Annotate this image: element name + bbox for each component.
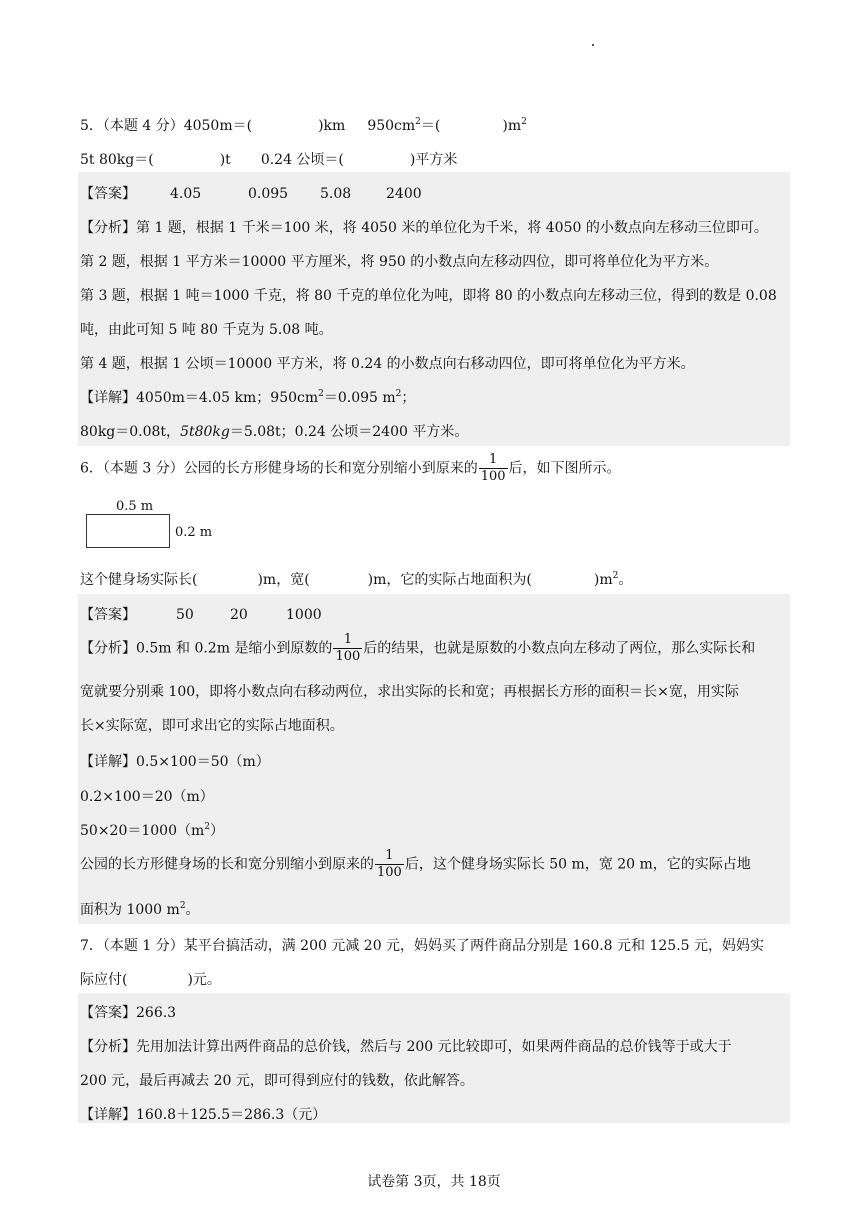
q6-answer	[80, 604, 322, 624]
q7-analysis-line1: 【分析】先用加法计算出两件商品的总价钱，然后与 200 元比较即可，如果两件商品的总价钱等于或大于	[80, 1039, 732, 1055]
superscript: 2	[179, 901, 186, 911]
detail-italic: 5t80kg	[180, 424, 230, 440]
q5-analysis-line: 第 4 题，根据 1 公顷＝10000 平方米，将 0.24 的小数点向右移动四位，即可将单位化为平方米。	[80, 356, 695, 372]
conclusion-text: 。	[185, 902, 200, 918]
detail-text: ；	[401, 390, 416, 406]
figure-length-label: 0.5 m	[116, 499, 154, 514]
superscript: 2	[204, 822, 210, 832]
q5-detail-line2	[80, 421, 468, 441]
q7-analysis-line2: 200 元，最后再减去 20 元，即可得到应付的钱数，依此解答。	[80, 1073, 474, 1089]
fraction-denominator: 100	[480, 469, 506, 484]
answer-value: 20	[230, 607, 248, 623]
q6-blank-text: )m，宽(	[257, 572, 310, 588]
answer-label: 【答案】	[80, 186, 136, 202]
answer-value: 5.08	[320, 186, 352, 202]
fraction	[333, 632, 362, 665]
q7-stem-text: 际应付(	[80, 972, 128, 988]
answer-value: 4.05	[170, 186, 202, 202]
fraction-numerator: 1	[479, 452, 508, 469]
q6-analysis-line3: 长×实际宽，即可求出它的实际占地面积。	[80, 718, 344, 734]
q6-blanks	[80, 569, 632, 589]
equals: ＝(	[420, 118, 441, 134]
detail-text: 50×20＝1000（m	[80, 823, 205, 839]
conclusion-text: 面积为 1000 m	[80, 902, 180, 918]
unit-m2: )m	[502, 118, 522, 134]
q7-stem-line2	[80, 969, 221, 989]
q5-part2: 950cm	[367, 118, 416, 134]
rectangle-figure	[86, 514, 170, 548]
answer-value: 0.095	[248, 186, 289, 202]
q7-stem-line1: 7．（本题 1 分）某平台搞活动，满 200 元减 20 元，妈妈买了两件商品分别是 160.8 元和 125.5 元，妈妈实	[80, 938, 765, 954]
q6-detail-line: 【详解】0.5×100＝50（m）	[80, 754, 270, 770]
unit-sqm: )平方米	[409, 152, 458, 168]
q5-part3: 5t 80kg＝(	[80, 152, 154, 168]
q6-blank-text: 这个健身场实际长(	[80, 572, 198, 588]
q6-blank-text: )m	[593, 572, 613, 588]
detail-text: ）	[210, 823, 224, 839]
analysis-text: 后的结果，也就是原数的小数点向左移动了两位，那么实际长和	[363, 640, 756, 657]
fraction-denominator: 100	[335, 649, 361, 664]
fraction-denominator: 100	[377, 865, 402, 880]
detail-text: 【详解】4050m＝4.05 km；950cm	[80, 390, 319, 406]
superscript: 2	[395, 389, 402, 399]
q5-detail-line1	[80, 387, 415, 407]
scan-dot	[592, 44, 594, 46]
q6-stem	[80, 452, 621, 485]
answer-value: 50	[176, 607, 194, 623]
q5-part4: 0.24 公顷＝(	[260, 152, 344, 168]
detail-text: ＝5.08t；0.24 公顷＝2400 平方米。	[229, 424, 469, 440]
fraction	[375, 848, 404, 881]
q5-analysis-line: 【分析】第 1 题，根据 1 千米＝100 米，将 4050 米的单位化为千米，将 4050 的小数点向左移动三位即可。	[80, 220, 768, 236]
q6-conclusion-line2	[80, 899, 200, 919]
q5-analysis-line: 第 3 题，根据 1 吨＝1000 千克，将 80 千克的单位化为吨，即将 80 的小数点向左移动三位，得到的数是 0.08	[80, 288, 777, 304]
q6-analysis-line1	[80, 632, 755, 665]
answer-label: 【答案】	[80, 607, 136, 623]
q6-conclusion-line1	[80, 848, 751, 881]
analysis-text: 【分析】0.5m 和 0.2m 是缩小到原数的	[80, 640, 333, 657]
superscript: 2	[318, 389, 324, 399]
fraction	[479, 452, 508, 485]
q7-stem-text: )元。	[187, 972, 221, 988]
q6-stem-text: 6．（本题 3 分）公园的长方形健身场的长和宽分别缩小到原来的	[80, 460, 478, 477]
q7-answer: 【答案】266.3	[80, 1005, 177, 1021]
q5-answer	[80, 183, 422, 203]
q7-detail: 【详解】160.8＋125.5＝286.3（元）	[80, 1107, 327, 1123]
conclusion-text: 后，这个健身场实际长 50 m，宽 20 m，它的实际占地	[404, 856, 751, 873]
q6-detail-line3	[80, 820, 224, 840]
q5-line2	[80, 149, 457, 169]
q6-detail-line: 0.2×100＝20（m）	[80, 789, 214, 805]
q5-label: 5．（本题 4 分）4050m＝(	[80, 118, 253, 134]
superscript: 2	[612, 571, 619, 581]
answer-value: 1000	[286, 607, 322, 623]
page-footer: 试卷第 3页，共 18页	[367, 1174, 501, 1190]
q6-analysis-line2: 宽就要分别乘 100，即将小数点向右移动两位，求出实际的长和宽；再根据长方形的面积＝长×宽，用实际	[80, 684, 739, 700]
q5-analysis-line: 吨，由此可知 5 吨 80 千克为 5.08 吨。	[80, 322, 333, 338]
q6-stem-text: 后，如下图所示。	[508, 460, 621, 477]
superscript: 2	[415, 117, 421, 127]
q5-analysis-line: 第 2 题，根据 1 平方米＝10000 平方厘米，将 950 的小数点向左移动四位，即可将单位化为平方米。	[80, 254, 719, 270]
fraction-numerator: 1	[375, 848, 404, 865]
q6-blank-text: 。	[618, 572, 633, 588]
q6-blank-text: )m，它的实际占地面积为(	[367, 572, 532, 588]
unit-km: )km	[318, 118, 346, 134]
conclusion-text: 公园的长方形健身场的长和宽分别缩小到原来的	[80, 856, 374, 873]
unit-t: )t	[219, 152, 231, 168]
answer-value: 2400	[386, 186, 422, 202]
detail-text: 80kg＝0.08t，	[80, 424, 181, 440]
q5-line1	[80, 115, 527, 135]
figure-width-label: 0.2 m	[175, 525, 213, 540]
superscript: 2	[521, 117, 527, 127]
detail-text: ＝0.095 m	[323, 390, 396, 406]
fraction-numerator: 1	[333, 632, 362, 649]
